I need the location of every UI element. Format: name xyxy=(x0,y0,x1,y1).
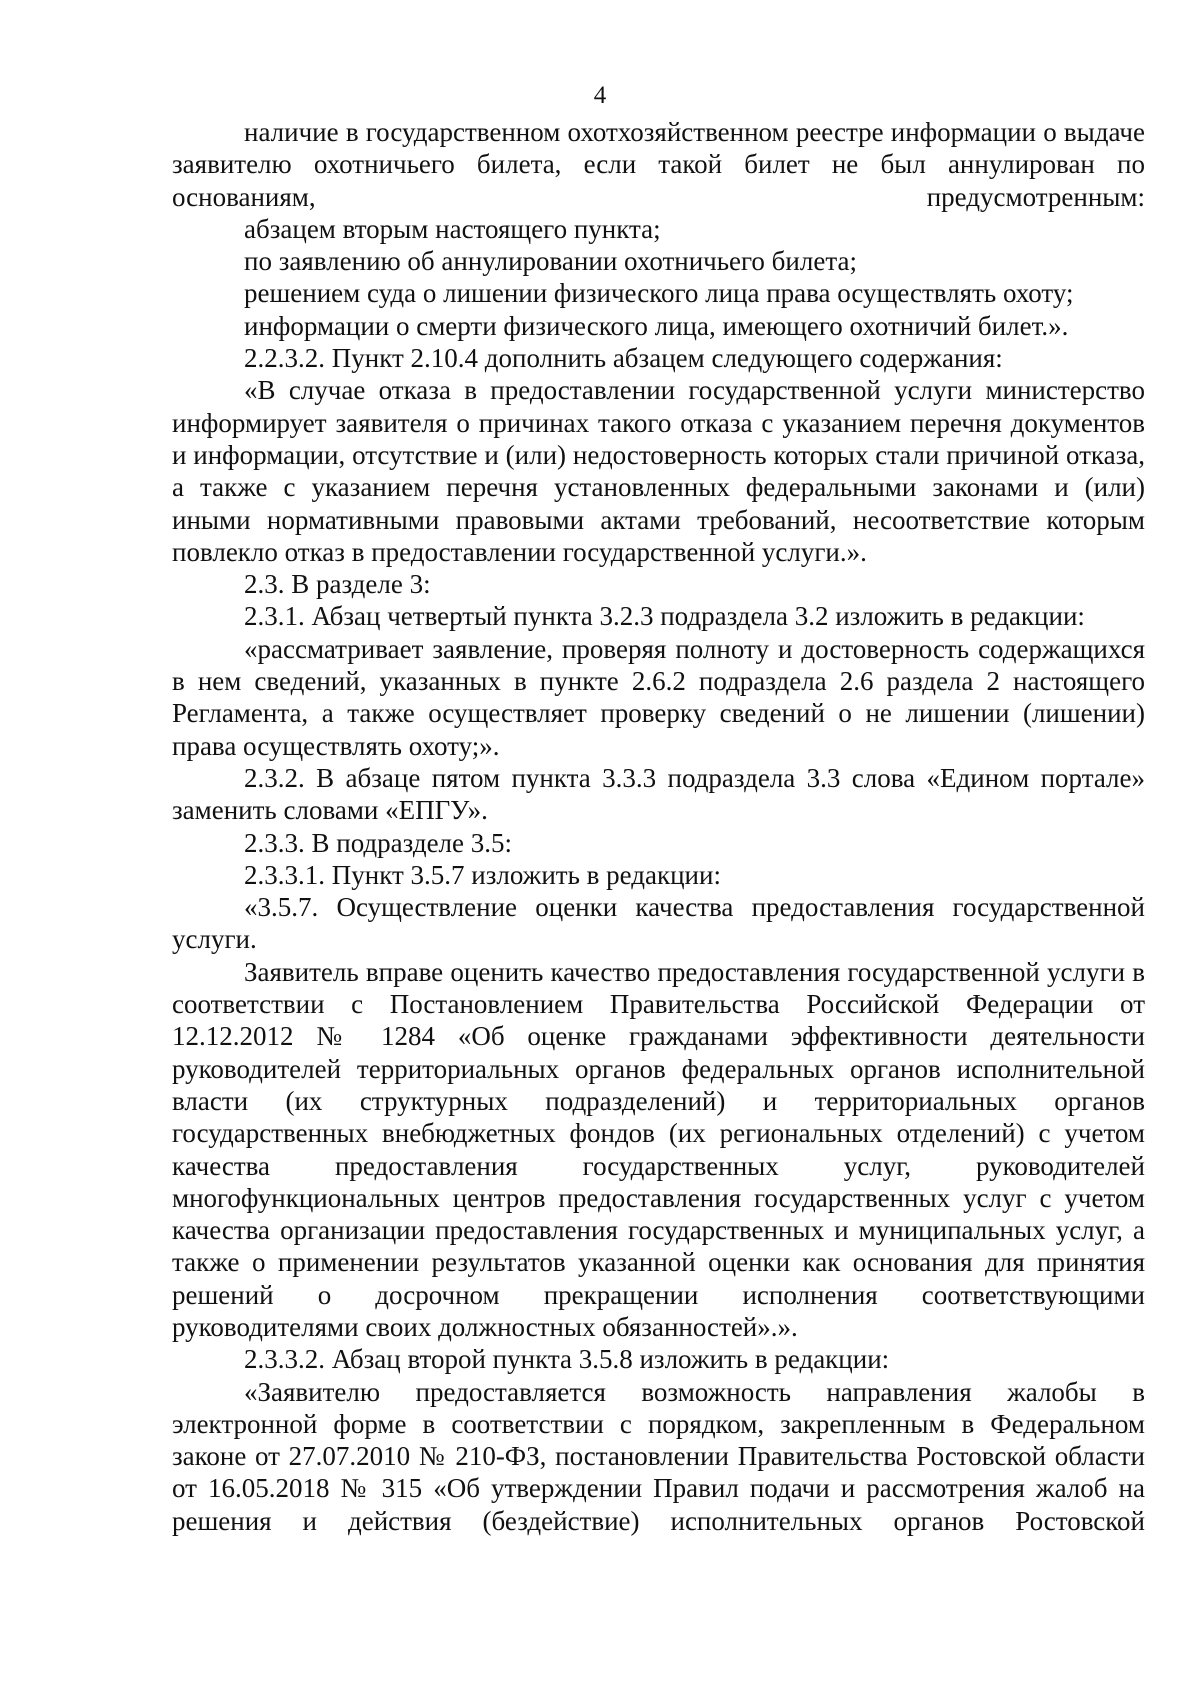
document-body xyxy=(172,116,1145,1537)
paragraph: «рассматривает заявление, проверяя полноту и достоверность содержащихся в нем сведений, указанных в пункте 2.6.2 подраздела 2.6 раздела 2 настоящего Регламента, а также осуществляет проверку сведений о не лишении (лишении) права осуществлять охоту;». xyxy=(172,633,1145,761)
paragraph: Заявитель вправе оценить качество предоставления государственной услуги в соответствии с Постановлением Правительства Российской Федерации от 12.12.2012 № 1284 «Об оценке гражданами эффективности деятельности руководителей территориальных органов федеральных органов исполнительной власти (их структурных подразделений) и территориальных органов государственных внебюджетных фондов (их региональных отделений) с учетом качества предоставления государственных услуг, руководителей многофункциональных центров предоставления государственных услуг с учетом качества организации предоставления государственных и муниципальных услуг, а также о применении результатов указанной оценки как основания для принятия решений о досрочном прекращении исполнения соответствующими руководителями своих должностных обязанностей».». xyxy=(172,956,1145,1342)
paragraph: 2.3.2. В абзаце пятом пункта 3.3.3 подраздела 3.3 слова «Едином портале» заменить словами «ЕПГУ». xyxy=(172,762,1145,826)
paragraph: 2.3.3.2. Абзац второй пункта 3.5.8 изложить в редакции: xyxy=(244,1344,890,1375)
paragraph: «Заявителю предоставляется возможность направления жалобы в электронной форме в соответствии с порядком, закрепленным в Федеральном законе от 27.07.2010 № 210-ФЗ, постановлении Правительства Ростовской области от 16.05.2018 № 315 «Об утверждении Правил подачи и рассмотрения жалоб на решения и действия (бездействие) исполнительных органов Ростовской xyxy=(172,1376,1145,1536)
page-number: 4 xyxy=(593,82,607,109)
paragraph: 2.3.3.1. Пункт 3.5.7 изложить в редакции: xyxy=(244,859,721,890)
paragraph: решением суда о лишении физического лица права осуществлять охоту; xyxy=(244,278,1074,309)
paragraph: по заявлению об аннулировании охотничьего билета; xyxy=(244,246,857,277)
paragraph: 2.3.1. Абзац четвертый пункта 3.2.3 подраздела 3.2 изложить в редакции: xyxy=(244,601,1085,632)
paragraph: «3.5.7. Осуществление оценки качества предоставления государственной услуги. xyxy=(172,892,1145,955)
paragraph: наличие в государственном охотхозяйственном реестре информации о выдаче заявителю охотничьего билета, если такой билет не был аннулирован по основаниям, предусмотренным: xyxy=(172,117,1145,212)
paragraph: «В случае отказа в предоставлении государственной услуги министерство информирует заявителя о причинах такого отказа с указанием перечня документов и информации, отсутствие и (или) недостоверность которых стали причиной отказа, а также с указанием перечня установленных федеральными законами и (или) иными нормативными правовыми актами требований, несоответствие которым повлекло отказ в предоставлении государственной услуги.». xyxy=(172,375,1145,567)
paragraph: 2.3.3. В подразделе 3.5: xyxy=(244,827,513,858)
paragraph: информации о смерти физического лица, имеющего охотничий билет.». xyxy=(244,310,1069,341)
paragraph: абзацем вторым настоящего пункта; xyxy=(244,213,661,244)
paragraph: 2.3. В разделе 3: xyxy=(244,569,431,600)
paragraph: 2.2.3.2. Пункт 2.10.4 дополнить абзацем следующего содержания: xyxy=(244,343,1003,374)
